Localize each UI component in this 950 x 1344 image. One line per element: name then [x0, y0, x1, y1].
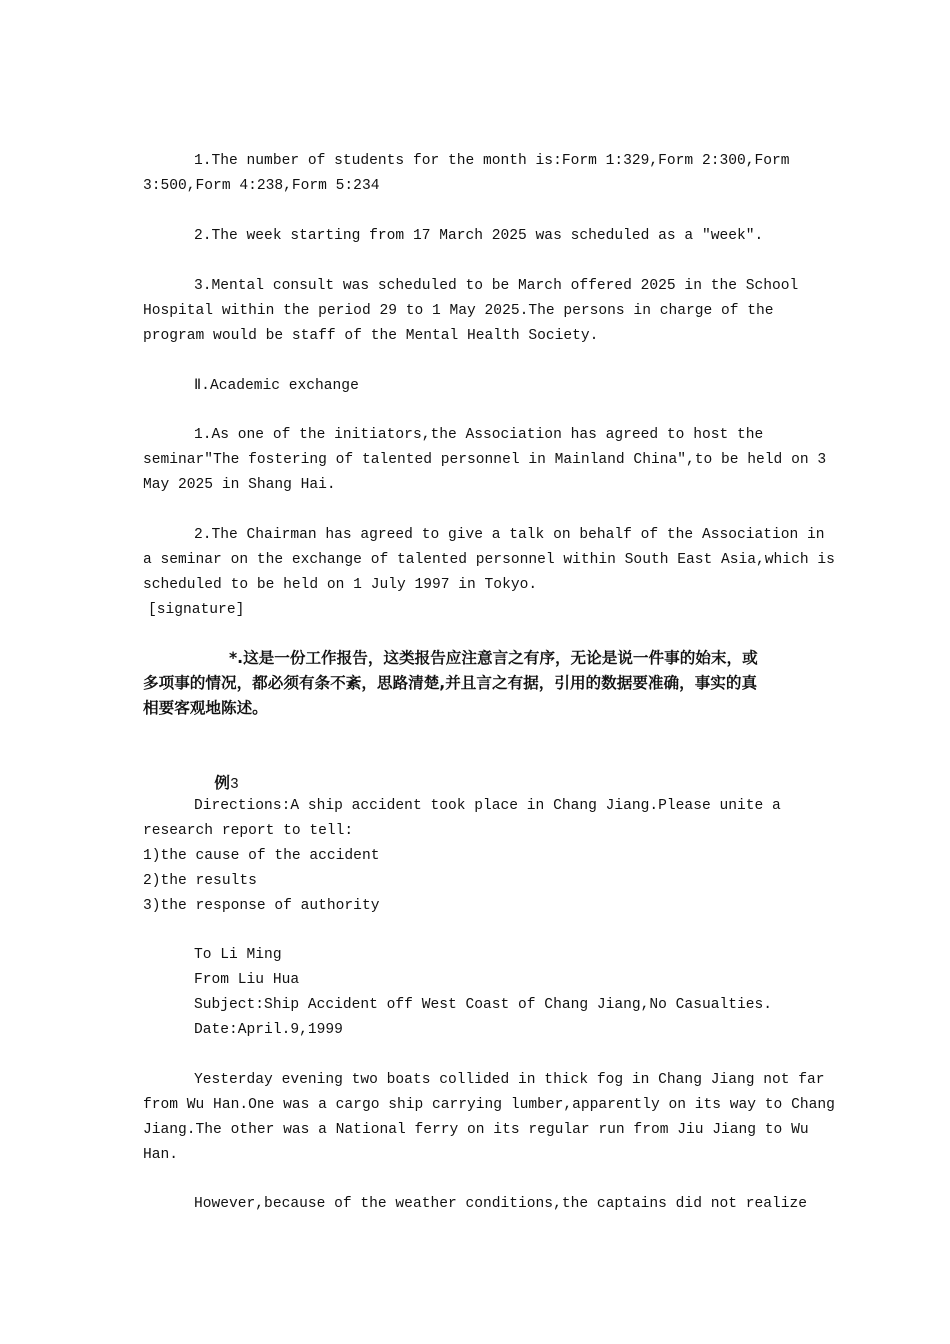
example-number: 3: [229, 777, 239, 793]
item2-line1: 2.The week starting from 17 March 2025 was scheduled as a "week".: [194, 228, 764, 244]
item1-line1: 1.The number of students for the month is:Form 1:329,Form 2:300,Form: [194, 153, 790, 169]
example-label: 例: [214, 774, 230, 792]
memo-date: Date:April.9,1999: [194, 1022, 343, 1038]
academic2-line3: scheduled to be held on 1 July 1997 in Tokyo.: [143, 577, 538, 593]
item3-line3: program would be staff of the Mental Health Society.: [143, 328, 599, 344]
directions-point1: 1)the cause of the accident: [143, 848, 380, 864]
directions-line2: research report to tell:: [143, 823, 354, 839]
academic1-line2: seminar"The fostering of talented personnel in Mainland China",to be held on 3: [143, 452, 827, 468]
note-line3: 相要客观地陈述。: [143, 699, 268, 717]
note-line1: *.这是一份工作报告，这类报告应注意言之有序，无论是说一件事的始末，或: [229, 649, 758, 667]
memo-to: To Li Ming: [194, 947, 282, 963]
directions-line1: Directions:A ship accident took place in Chang Jiang.Please unite a: [194, 798, 781, 814]
item3-line1: 3.Mental consult was scheduled to be March offered 2025 in the School: [194, 278, 799, 294]
memo-from: From Liu Hua: [194, 972, 300, 988]
directions-point2: 2)the results: [143, 873, 257, 889]
item1-line2: 3:500,Form 4:238,Form 5:234: [143, 178, 380, 194]
academic1-line3: May 2025 in Shang Hai.: [143, 477, 336, 493]
academic1-line1: 1.As one of the initiators,the Association has agreed to host the: [194, 427, 764, 443]
body2-line1: However,because of the weather conditions,the captains did not realize: [194, 1196, 808, 1212]
body1-line4: Han.: [143, 1147, 179, 1163]
body1-line2: from Wu Han.One was a cargo ship carrying lumber,apparently on its way to Chang: [143, 1097, 835, 1113]
memo-subject: Subject:Ship Accident off West Coast of Chang Jiang,No Casualties.: [194, 997, 773, 1013]
body1-line1: Yesterday evening two boats collided in thick fog in Chang Jiang not far: [194, 1072, 825, 1088]
item3-line2: Hospital within the period 29 to 1 May 2025.The persons in charge of the: [143, 303, 774, 319]
directions-point3: 3)the response of authority: [143, 898, 380, 914]
academic2-line1: 2.The Chairman has agreed to give a talk on behalf of the Association in: [194, 527, 825, 543]
example-heading: [194, 745, 239, 793]
section-heading: Ⅱ.Academic exchange: [194, 378, 359, 394]
signature: [signature]: [148, 602, 245, 618]
academic2-line2: a seminar on the exchange of talented personnel within South East Asia,which is: [143, 552, 835, 568]
body1-line3: Jiang.The other was a National ferry on its regular run from Jiu Jiang to Wu: [143, 1122, 809, 1138]
note-line2: 多项事的情况，都必须有条不紊，思路清楚,并且言之有据，引用的数据要准确，事实的真: [143, 674, 758, 692]
